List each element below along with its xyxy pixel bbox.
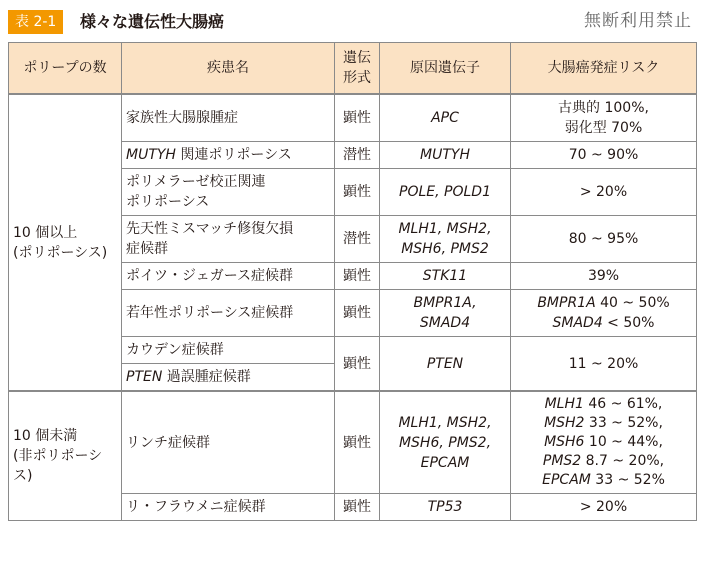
risk-line bbox=[515, 313, 692, 333]
col-label: 大腸癌発症リスク bbox=[547, 60, 660, 76]
copyright-notice: 無断利用禁止 bbox=[584, 11, 692, 31]
disease-cell: リンチ症候群 bbox=[122, 391, 335, 494]
disease-cell: 先天性ミスマッチ修復欠損 症候群 bbox=[122, 216, 335, 263]
inheritance-cell: 顕性 bbox=[335, 263, 380, 290]
risk-cell: 39% bbox=[511, 263, 697, 290]
inheritance-cell: 顕性 bbox=[335, 94, 380, 142]
risk-gene: BMPR1A bbox=[537, 295, 596, 311]
disease-cell: 家族性大腸腺腫症 bbox=[122, 94, 335, 142]
risk-line bbox=[515, 293, 692, 313]
gene-cell: PTEN bbox=[380, 337, 511, 392]
risk-cell: 80 ~ 95% bbox=[511, 216, 697, 263]
risk-line bbox=[515, 395, 692, 414]
risk-value: 10 ~ 44%, bbox=[584, 434, 663, 450]
disease-rest: 過誤腫症候群 bbox=[162, 369, 251, 385]
inheritance-cell: 顕性 bbox=[335, 391, 380, 494]
risk-line bbox=[515, 433, 692, 452]
disease-rest: 関連ポリポーシス bbox=[175, 147, 292, 163]
risk-value: 33 ~ 52% bbox=[590, 472, 665, 488]
disease-cell: 若年性ポリポーシス症候群 bbox=[122, 290, 335, 337]
risk-line bbox=[515, 452, 692, 471]
risk-value: 46 ~ 61%, bbox=[583, 396, 663, 412]
disease-gene: MUTYH bbox=[126, 147, 176, 163]
inheritance-cell: 顕性 bbox=[335, 290, 380, 337]
disease-cell: カウデン症候群 bbox=[122, 337, 335, 364]
col-label: ポリープの数 bbox=[23, 60, 107, 76]
group-polyposis: 10 個以上 (ポリポーシス) bbox=[9, 94, 122, 391]
gene-cell: TP53 bbox=[380, 494, 511, 521]
col-inheritance bbox=[335, 43, 380, 95]
disease-cell: リ・フラウメニ症候群 bbox=[122, 494, 335, 521]
table-title: 様々な遺伝性大腸癌 bbox=[80, 12, 225, 31]
inheritance-cell: 顕性 bbox=[335, 337, 380, 392]
gene-cell: MUTYH bbox=[380, 142, 511, 169]
risk-value: < 50% bbox=[602, 315, 655, 331]
header-row bbox=[9, 43, 697, 95]
risk-cell bbox=[511, 391, 697, 494]
inheritance-cell: 潜性 bbox=[335, 142, 380, 169]
col-disease bbox=[122, 43, 335, 95]
risk-value: 33 ~ 52%, bbox=[584, 415, 663, 431]
disease-gene: PTEN bbox=[126, 369, 163, 385]
inheritance-cell: 顕性 bbox=[335, 494, 380, 521]
col-label: 疾患名 bbox=[207, 60, 249, 76]
table-row bbox=[9, 94, 697, 142]
risk-cell: 古典的 100%, 弱化型 70% bbox=[511, 94, 697, 142]
risk-gene: SMAD4 bbox=[552, 315, 603, 331]
disease-cell: ポイツ・ジェガース症候群 bbox=[122, 263, 335, 290]
risk-gene: MLH1 bbox=[544, 396, 584, 412]
risk-gene: MSH6 bbox=[544, 434, 585, 450]
inheritance-cell: 潜性 bbox=[335, 216, 380, 263]
risk-gene: EPCAM bbox=[542, 472, 591, 488]
gene-cell: BMPR1A, SMAD4 bbox=[380, 290, 511, 337]
col-polyp-count bbox=[9, 43, 122, 95]
disease-cell bbox=[122, 142, 335, 169]
table-row bbox=[9, 391, 697, 494]
risk-cell: > 20% bbox=[511, 169, 697, 216]
table-header bbox=[8, 6, 696, 36]
inheritance-cell: 顕性 bbox=[335, 169, 380, 216]
table-number-tag: 表 2-1 bbox=[8, 10, 63, 34]
hereditary-crc-table bbox=[8, 42, 697, 521]
col-crc-risk bbox=[511, 43, 697, 95]
gene-cell: POLE, POLD1 bbox=[380, 169, 511, 216]
risk-value: 8.7 ~ 20%, bbox=[581, 453, 665, 469]
risk-gene: MSH2 bbox=[544, 415, 585, 431]
disease-cell bbox=[122, 364, 335, 392]
risk-line bbox=[515, 414, 692, 433]
risk-cell: 11 ~ 20% bbox=[511, 337, 697, 392]
col-label: 遺伝 形式 bbox=[343, 50, 371, 86]
risk-cell bbox=[511, 290, 697, 337]
gene-cell: MLH1, MSH2, MSH6, PMS2 bbox=[380, 216, 511, 263]
risk-gene: PMS2 bbox=[542, 453, 582, 469]
risk-value: 40 ~ 50% bbox=[595, 295, 670, 311]
gene-cell: MLH1, MSH2, MSH6, PMS2, EPCAM bbox=[380, 391, 511, 494]
col-causal-gene bbox=[380, 43, 511, 95]
risk-line bbox=[515, 471, 692, 490]
group-non-polyposis: 10 個未満 (非ポリポーシス) bbox=[9, 391, 122, 521]
risk-cell: 70 ~ 90% bbox=[511, 142, 697, 169]
col-label: 原因遺伝子 bbox=[410, 60, 480, 76]
disease-cell: ポリメラーゼ校正関連 ポリポーシス bbox=[122, 169, 335, 216]
gene-cell: APC bbox=[380, 94, 511, 142]
gene-cell: STK11 bbox=[380, 263, 511, 290]
risk-cell: > 20% bbox=[511, 494, 697, 521]
